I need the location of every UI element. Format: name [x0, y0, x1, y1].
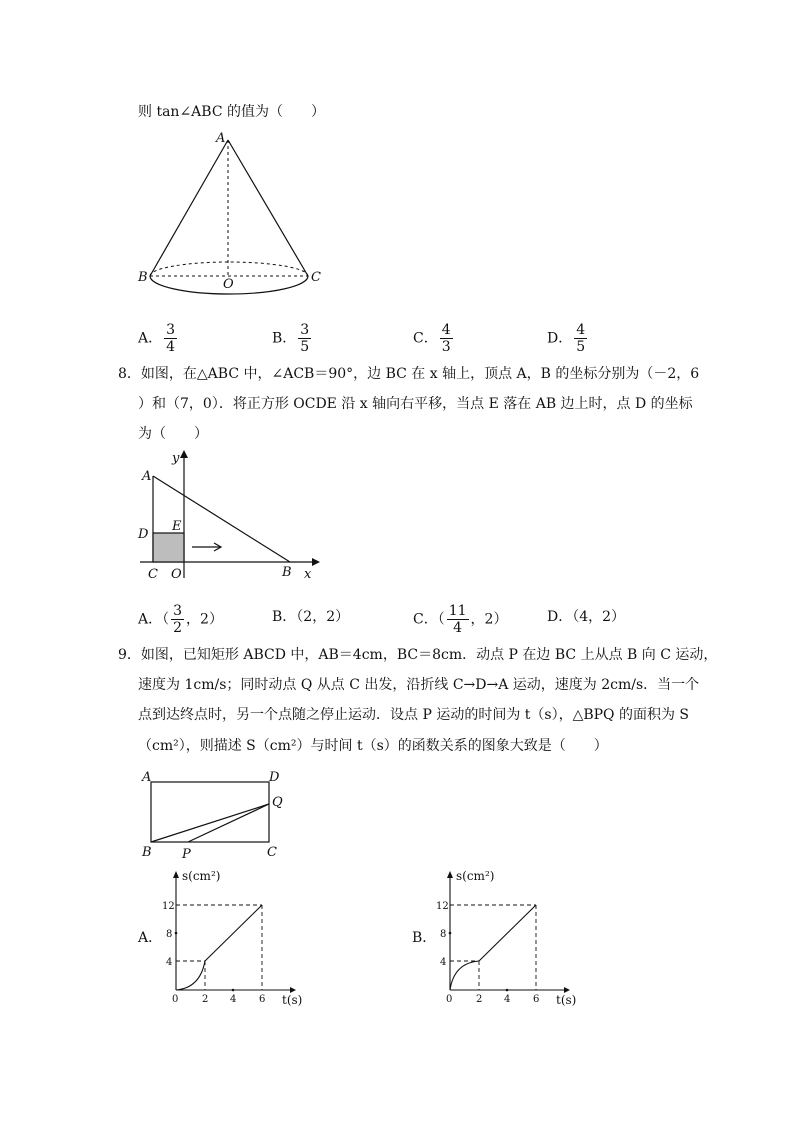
- q7-label-b: B: [138, 270, 148, 285]
- graph-a-ytick-12: 12: [162, 901, 175, 912]
- q8-option-a[interactable]: A．（ $\frac{3}{2}$ ，2）: [138, 603, 223, 636]
- q9-graph-a[interactable]: [162, 866, 312, 1010]
- graph-b-xtick-2: 2: [476, 994, 483, 1005]
- q9-label-a: A: [142, 770, 152, 785]
- graph-a-ylabel: s(cm²): [182, 869, 221, 883]
- q7-prompt: 则 tan∠ABC 的值为（ ）: [138, 104, 325, 120]
- q8-option-d[interactable]: D．（4，2）: [547, 609, 626, 625]
- graph-b-xtick-4: 4: [504, 994, 511, 1005]
- q9-rectangle-figure: [138, 766, 298, 862]
- q9-option-b-label[interactable]: B．: [412, 930, 437, 946]
- q9-line-3: 点到达终点时，另一个点随之停止运动．设点 P 运动的时间为 t（s），△BPQ 的面积为 S: [138, 707, 690, 723]
- q8-label-c: C: [148, 567, 158, 582]
- q7-label-a: A: [216, 131, 226, 146]
- q8-label-b: B: [282, 565, 292, 580]
- graph-b-ylabel: s(cm²): [456, 869, 495, 883]
- q8-label-o: O: [171, 567, 182, 582]
- q9-option-a-label[interactable]: A．: [138, 930, 163, 946]
- graph-a-xtick-4: 4: [230, 994, 237, 1005]
- q7-label-c: C: [311, 270, 321, 285]
- q7-option-d[interactable]: D． $\frac{4}{5}$: [547, 322, 586, 355]
- graph-a-xtick-6: 6: [259, 994, 266, 1005]
- graph-b-xlabel: t(s): [556, 993, 577, 1007]
- q8-figure: [130, 448, 330, 588]
- q9-graph-b[interactable]: [436, 866, 586, 1010]
- q7-option-a[interactable]: A． $\frac{3}{4}$: [138, 322, 176, 355]
- q8-line-2: ）和（7，0）．将正方形 OCDE 沿 x 轴向右平移，当点 E 落在 AB 边上时，点 D 的坐标: [138, 396, 693, 412]
- q9-line-2: 速度为 1cm/s；同时动点 Q 从点 C 出发，沿折线 C→D→A 运动，速度为 2cm/s．当一个: [138, 677, 700, 693]
- graph-a-xtick-0: 0: [172, 994, 179, 1005]
- q7-label-o: O: [223, 277, 234, 292]
- q9-label-d: D: [269, 770, 280, 785]
- q8-line-1: 8．如图，在△ABC 中，∠ACB＝90°，边 BC 在 x 轴上，顶点 A，B 的坐标分别为（－2，6: [118, 366, 700, 382]
- q9-line-4: （cm²），则描述 S（cm²）与时间 t（s）的函数关系的图象大致是（ ）: [138, 738, 608, 754]
- q9-label-c: C: [267, 845, 277, 860]
- graph-a-xlabel: t(s): [282, 993, 303, 1007]
- q8-label-x: x: [304, 567, 312, 582]
- graph-b-ytick-4: 4: [440, 957, 447, 968]
- q9-label-b: B: [142, 845, 152, 860]
- graph-b-ytick-12: 12: [436, 901, 449, 912]
- q8-option-c[interactable]: C．（ $\frac{11}{4}$ ，2）: [413, 603, 508, 636]
- q9-line-1: 9．如图，已知矩形 ABCD 中，AB＝4cm，BC＝8cm．动点 P 在边 BC 上从点 B 向 C 运动，: [118, 647, 718, 663]
- graph-a-ytick-4: 4: [166, 957, 173, 968]
- q7-option-c[interactable]: C． $\frac{4}{3}$: [413, 322, 451, 355]
- graph-b-xtick-0: 0: [446, 994, 453, 1005]
- q8-line-3: 为（ ）: [138, 426, 208, 442]
- graph-a-xtick-2: 2: [202, 994, 209, 1005]
- q8-label-a: A: [142, 469, 152, 484]
- graph-a-ytick-8: 8: [166, 929, 173, 940]
- graph-b-ytick-8: 8: [440, 929, 447, 940]
- graph-b-xtick-6: 6: [533, 994, 540, 1005]
- q8-label-d: D: [138, 527, 149, 542]
- q7-cone-figure: [130, 128, 330, 298]
- q9-label-q: Q: [272, 795, 283, 810]
- q9-label-p: P: [182, 847, 191, 862]
- q7-option-b[interactable]: B． $\frac{3}{5}$: [272, 322, 310, 355]
- q8-label-e: E: [172, 519, 182, 534]
- q8-label-y: y: [172, 451, 180, 466]
- q8-option-b[interactable]: B．（2，2）: [272, 609, 350, 625]
